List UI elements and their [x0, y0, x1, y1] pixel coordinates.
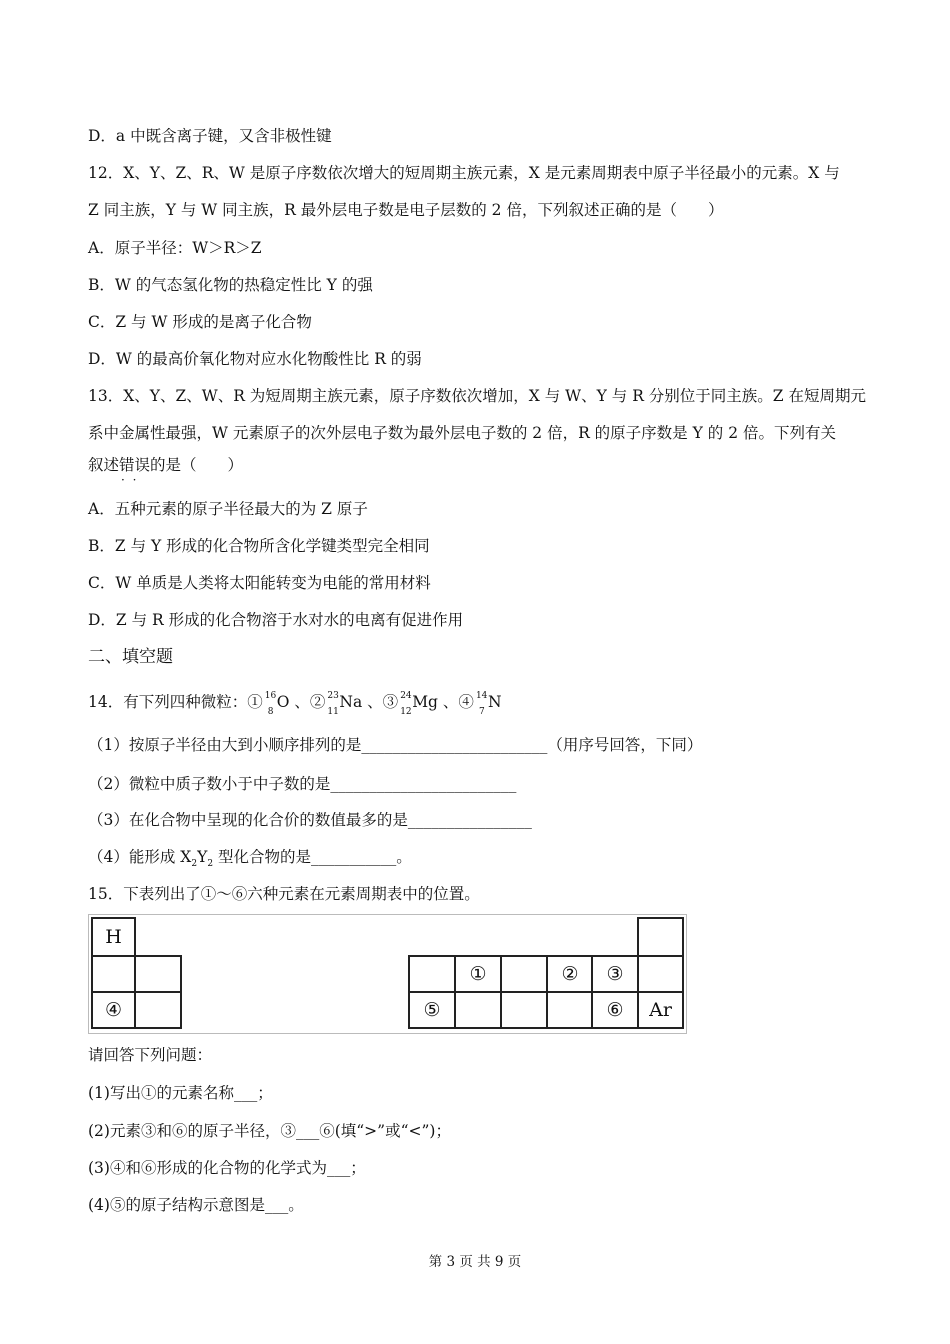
q15-sub-1: (1)写出①的元素名称___； [88, 1084, 273, 1102]
q15-stem: 15．下表列出了①～⑥六种元素在元素周期表中的位置。 [88, 885, 480, 903]
q14-particle: ② 23 11 Na 、 [309, 691, 383, 717]
q15-prompt: 请回答下列问题： [88, 1046, 213, 1064]
cell-empty [454, 991, 502, 1029]
cell-empty [408, 955, 456, 993]
q11-option-d: D．a 中既含离子键，又含非极性键 [88, 127, 332, 145]
q13-option-a: A．五种元素的原子半径最大的为 Z 原子 [88, 500, 368, 518]
q13-option-b: B．Z 与 Y 形成的化合物所含化学键类型完全相同 [88, 537, 430, 555]
q13-stem-line-3 [88, 455, 243, 475]
cell-5: ⑤ [408, 991, 456, 1029]
q14-particle: ④ 14 7 N [458, 691, 502, 717]
q13-option-d: D．Z 与 R 形成的化合物溶于水对水的电离有促进作用 [88, 611, 464, 629]
q12-stem-line-1: 12．X、Y、Z、R、W 是原子序数依次增大的短周期主族元素，X 是元素周期表中原子半径最小的元素。X 与 [88, 164, 840, 182]
q13-stem-line-1: 13．X、Y、Z、W、R 为短周期主族元素，原子序数依次增加，X 与 W、Y 与 R 分别位于同主族。Z 在短周期元 [88, 387, 866, 405]
q14-particle: ③ 24 12 Mg 、 [382, 691, 459, 717]
q13-stem-pre: 叙述 [88, 456, 120, 474]
q14-sub-2: （2）微粒中质子数小于中子数的是________________________ [88, 775, 517, 793]
q12-stem-line-2: Z 同主族，Y 与 W 同主族，R 最外层电子数是电子层数的 2 倍，下列叙述正确的是（ ） [88, 201, 724, 219]
cell-empty [637, 917, 684, 957]
q13-stem-post: 的是（ ） [150, 456, 244, 474]
cell-6: ⑥ [591, 991, 639, 1029]
cell-empty [91, 955, 136, 993]
q14-sub-4: （4）能形成 $X_2Y_2$ 型化合物的是___________。 [88, 848, 412, 869]
page-footer: 第 3 页 共 9 页 [428, 1254, 522, 1270]
q15-sub-2: (2)元素③和⑥的原子半径，③___⑥(填“>”或“<”)； [88, 1122, 451, 1140]
cell-empty [134, 955, 182, 993]
cell-3: ③ [591, 955, 639, 993]
cell-h: H [91, 917, 136, 957]
q13-stem-line-2: 系中金属性最强，W 元素原子的次外层电子数为最外层电子数的 2 倍，R 的原子序数是 Y 的 2 倍。下列有关 [88, 424, 836, 442]
cell-empty [637, 955, 684, 993]
q14-stem-text: 14．有下列四种微粒： [88, 693, 248, 711]
cell-empty [546, 991, 594, 1029]
q14-sub-1: （1）按原子半径由大到小顺序排列的是________________________（用序号回答，下同） [88, 736, 703, 754]
cell-empty [500, 955, 548, 993]
q13-option-c: C．W 单质是人类将太阳能转变为电能的常用材料 [88, 574, 431, 592]
cell-empty [134, 991, 182, 1029]
q14-sub-3: （3）在化合物中呈现的化合价的数值最多的是________________ [88, 811, 532, 829]
q12-option-a: A．原子半径：W＞R＞Z [88, 239, 262, 257]
cell-4: ④ [91, 991, 136, 1029]
q12-option-c: C．Z 与 W 形成的是离子化合物 [88, 313, 312, 331]
q15-sub-4: (4)⑤的原子结构示意图是___。 [88, 1196, 304, 1214]
q13-emphasis-word: 错误 · · [119, 455, 150, 475]
periodic-table [88, 914, 687, 1034]
cell-empty [500, 991, 548, 1029]
cell-ar: Ar [637, 991, 684, 1029]
q14-particle: ① 16 8 O 、 [247, 691, 310, 717]
q12-option-d: D．W 的最高价氧化物对应水化物酸性比 R 的弱 [88, 350, 422, 368]
q15-sub-3: (3)④和⑥形成的化合物的化学式为___； [88, 1159, 366, 1177]
cell-1: ① [454, 955, 502, 993]
q14-stem [88, 691, 502, 717]
q12-option-b: B．W 的气态氢化物的热稳定性比 Y 的强 [88, 276, 373, 294]
section-title-fill-in: 二、填空题 [88, 647, 173, 667]
cell-2: ② [546, 955, 594, 993]
